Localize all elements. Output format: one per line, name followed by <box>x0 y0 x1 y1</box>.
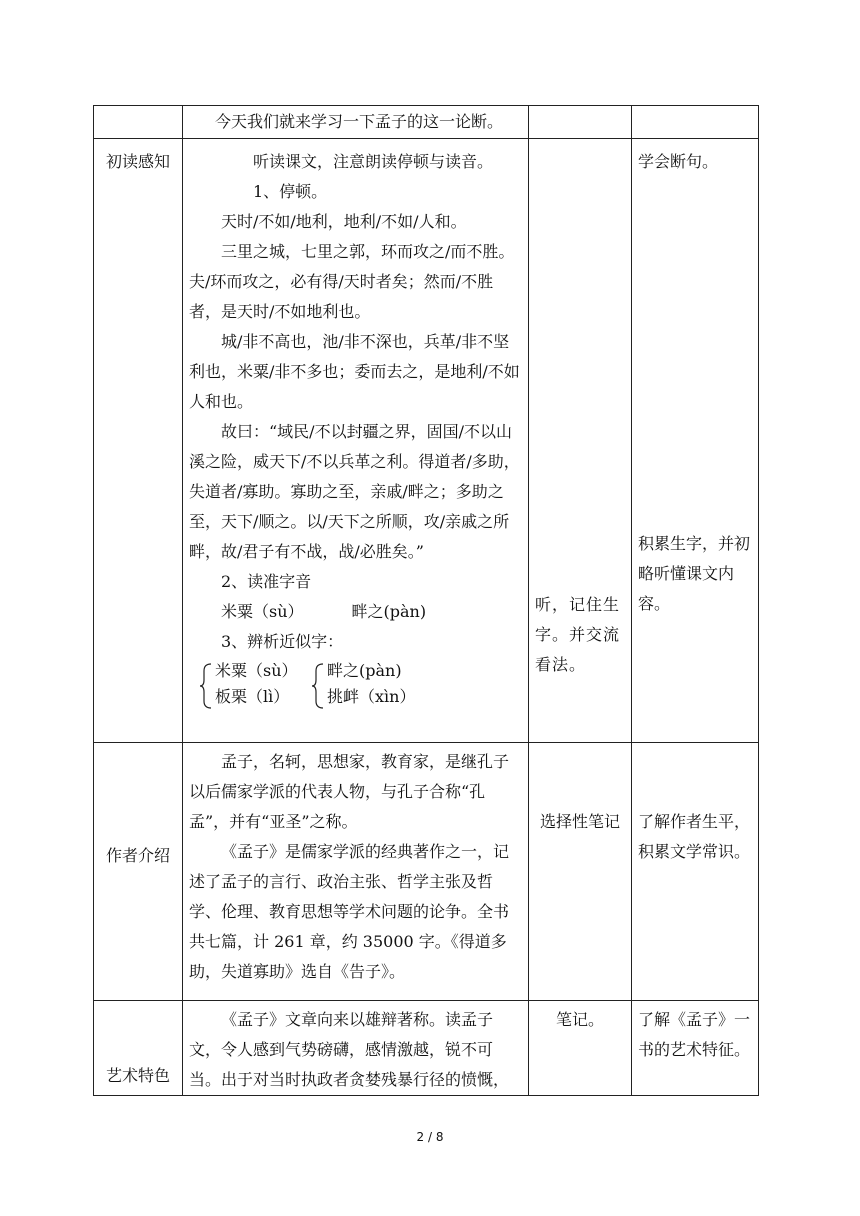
paragraph: 孟子，名轲，思想家，教育家，是继孔子以后儒家学派的代表人物，与孔子合称“孔孟”，并有“亚圣”之称。 <box>189 752 510 831</box>
content-cell <box>183 106 529 139</box>
goal-text: 积累生字，并初略听懂课文内容。 <box>638 534 751 613</box>
heading-pause: 1、停顿。 <box>253 182 328 201</box>
left-brace-icon <box>311 663 325 709</box>
goal-cell <box>632 1001 759 1096</box>
paragraph: 故曰：“域民/不以封疆之界，固国/不以山溪之险，威天下/不以兵革之利。得道者/多助，失道者/寡助。寡助之至，亲戚/畔之；多助之至，天下/顺之。以/天下之所顺，攻/亲戚之所畔，故/君子有不战，战/必胜矣。” <box>189 422 520 561</box>
label-cell <box>94 106 183 139</box>
pair1-top: 米粟（sù） <box>215 661 298 680</box>
page-number: 2 / 8 <box>416 1130 444 1144</box>
label-cell <box>94 1001 183 1096</box>
paragraph: 城/非不高也，池/非不深也，兵革/非不坚利也，米粟/非不多也；委而去之，是地利/不如人和也。 <box>189 332 520 411</box>
heading-pronunciation: 2、读准字音 <box>221 572 312 591</box>
pronunciation-line <box>189 597 522 627</box>
table-row <box>94 1001 759 1096</box>
student-activity: 笔记。 <box>555 1010 604 1029</box>
heading-similar-chars: 3、辨析近似字： <box>221 632 344 651</box>
intro-text: 听读课文，注意朗读停顿与读音。 <box>253 152 494 171</box>
goal-cell <box>632 106 759 139</box>
goal-text: 了解《孟子》一书的艺术特征。 <box>638 1010 751 1059</box>
table-row <box>94 139 759 743</box>
label-cell <box>94 139 183 743</box>
pronunciation-a: 米粟（sù） <box>221 602 304 621</box>
table-row <box>94 106 759 139</box>
goal-cell <box>632 139 759 743</box>
pronunciation-b: 畔之(pàn) <box>351 602 427 621</box>
student-activity: 听，记住生字。并交流看法。 <box>535 595 621 674</box>
label-cell <box>94 743 183 1001</box>
paragraph: 三里之城，七里之郭，环而攻之/而不胜。夫/环而攻之，必有得/天时者矣；然而/不胜者，是天时/不如地利也。 <box>189 242 515 321</box>
student-activity: 选择性笔记 <box>539 812 620 831</box>
pair2-bottom: 挑衅（xìn） <box>327 687 416 706</box>
section-label: 初读感知 <box>105 152 170 171</box>
pair2-top: 畔之(pàn) <box>327 661 402 680</box>
content-cell <box>183 743 529 1001</box>
goal-cell <box>632 743 759 1001</box>
student-cell <box>529 106 632 139</box>
student-cell <box>529 139 632 743</box>
section-label: 作者介绍 <box>105 846 170 865</box>
paragraph: 《孟子》是儒家学派的经典著作之一，记述了孟子的言行、政治主张、哲学主张及哲学、伦理、教育思想等学术问题的论争。全书共七篇，计 261 章，约 35000 字。《得道多助，失道寡助》选自《告子》。 <box>189 842 510 981</box>
content-cell <box>183 1001 529 1096</box>
table-row <box>94 743 759 1001</box>
content-text: 今天我们就来学习一下孟子的这一论断。 <box>215 112 504 131</box>
section-label: 艺术特色 <box>105 1066 170 1085</box>
student-cell <box>529 1001 632 1096</box>
paragraph: 天时/不如/地利，地利/不如/人和。 <box>221 212 467 231</box>
content-cell <box>183 139 529 743</box>
student-cell <box>529 743 632 1001</box>
goal-text: 学会断句。 <box>638 152 719 171</box>
left-brace-icon <box>199 663 213 709</box>
lesson-table <box>93 105 759 1096</box>
paragraph: 《孟子》文章向来以雄辩著称。读孟子文，令人感到气势磅礴，感情激越，锐不可当。出于对当时执政者贪婪残暴行径的愤慨， <box>189 1010 510 1089</box>
goal-text: 了解作者生平，积累文学常识。 <box>638 812 751 861</box>
similar-chars-group <box>189 657 522 713</box>
pair1-bottom: 板栗（lì） <box>215 687 290 706</box>
